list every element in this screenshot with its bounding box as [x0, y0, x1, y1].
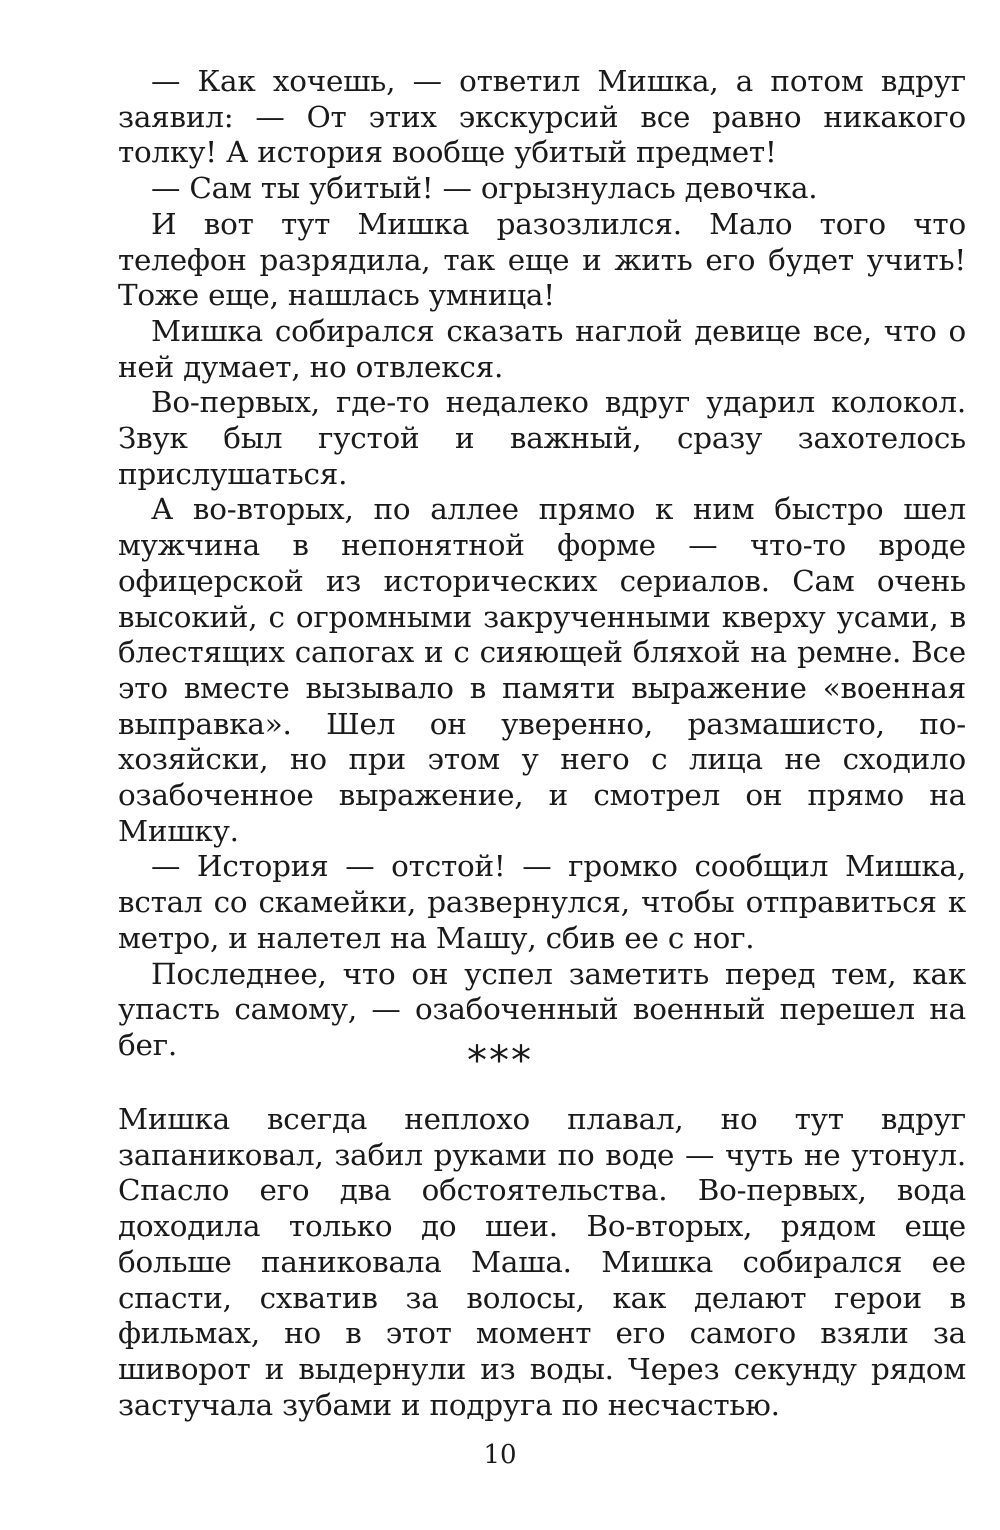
paragraph: Мишка собирался сказать наглой девице все, что о ней думает, но отвлекся.	[118, 313, 966, 384]
paragraph: — Сам ты убитый! — огрызнулась девочка.	[151, 171, 818, 206]
paragraph: И вот тут Мишка разозлился. Мало того что телефон разрядила, так еще и жить его будет учить! Тоже еще, нашлась умница!	[118, 206, 966, 313]
paragraph: Мишка всегда неплохо плавал, но тут вдруг запаниковал, забил руками по воде — чуть не утонул. Спасло его два обстоятельства. Во-первых, вода доходила только до шеи. Во-вторых, рядом еще больше паниковала Маша. Мишка собирался ее спасти, схватив за волосы, как делают герои в фильмах, но в этот момент его самого взяли за шиворот и выдернули из воды. Через секунду рядом застучала зубами и подруга по несчастью.	[118, 1102, 966, 1422]
page-number: 10	[483, 1440, 517, 1470]
paragraph: Во-первых, где-то недалеко вдруг ударил колокол. Звук был густой и важный, сразу захотелось прислушаться.	[118, 385, 966, 491]
next-section-text	[118, 1102, 966, 1423]
paragraph: — История — отстой! — громко сообщил Мишка, встал со скамейки, развернулся, чтобы отправиться к метро, и налетел на Машу, сбив ее с ног.	[118, 849, 966, 955]
section-separator: ***	[467, 1038, 533, 1084]
paragraph: — Как хочешь, — ответил Мишка, а потом вдруг заявил: — От этих экскурсий все равно никакого толку! А история вообще убитый предмет!	[118, 64, 966, 170]
paragraph: Последнее, что он успел заметить перед тем, как упасть самому, — озабоченный военный перешел на бег.	[118, 956, 966, 1062]
paragraph: А во-вторых, по аллее прямо к ним быстро шел мужчина в непонятной форме — что-то вроде офицерской из исторических сериалов. Сам очень высокий, с огромными закрученными кверху усами, в блестящих сапогах и с сияющей бляхой на ремне. Все это вместе вызывало в памяти выражение «военная выправка». Шел он уверенно, размашисто, по-хозяйски, но при этом у него с лица не сходило озабоченное выражение, и смотрел он прямо на Мишку.	[118, 492, 966, 848]
main-text-section	[118, 64, 966, 1064]
